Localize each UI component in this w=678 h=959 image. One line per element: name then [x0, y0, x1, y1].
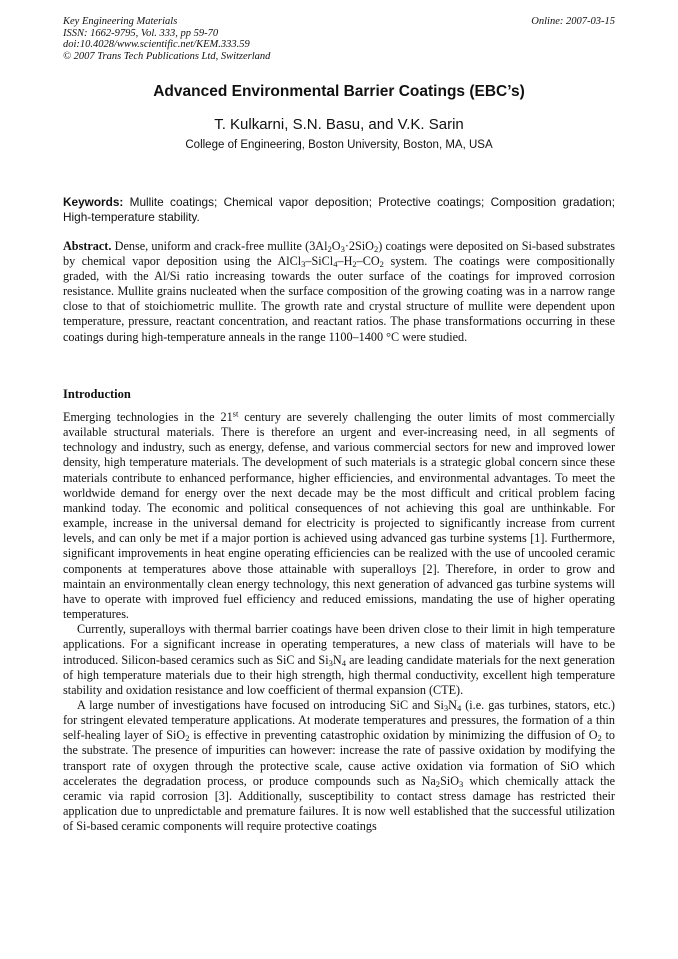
keywords-label: Keywords: — [63, 195, 124, 209]
subscript: 2 — [352, 259, 357, 270]
paragraph-text: to the substrate. The presence of impurities can however: increase the rate of passive oxidation by modifying the transport rate of oxygen through the protective scale, cause active oxidation via formation of SiO which accelerates the degradation process, or produce compounds such as Na — [63, 728, 615, 788]
paragraph-text: is effective in preventing catastrophic oxidation by minimizing the diffusion of O — [189, 728, 598, 743]
paragraph-text: are leading candidate materials for the next generation of high temperature materials due to their high strength, high thermal conductivity, excellent high temperature stability and oxidation resistance and low coefficient of thermal expansion (CTE). — [63, 652, 615, 697]
paragraph-text: N — [332, 652, 342, 667]
doi-line: doi:10.4028/www.scientific.net/KEM.333.59 — [63, 39, 250, 50]
subscript: 2 — [435, 778, 441, 789]
abstract-label: Abstract. — [63, 239, 112, 253]
abstract-text: –CO — [356, 254, 380, 269]
paragraph-text: (i.e. gas turbines, stators, etc.) for stringent elevated temperature applications. At moderate temperatures and pressures, the formation of a thin self-healing layer of SiO — [63, 697, 615, 743]
abstract-text: –SiCl — [305, 254, 334, 269]
subscript: 3 — [340, 244, 345, 255]
keywords-block — [63, 195, 615, 224]
subscript: 2 — [379, 259, 384, 270]
subscript: 3 — [328, 657, 333, 668]
abstract-text: Dense, uniform and crack-free mullite (3Al — [114, 239, 328, 253]
subscript: 2 — [373, 244, 379, 255]
paragraph-text: Currently, superalloys with thermal barrier coatings have been driven close to their limit in high temperature applications. For a significant increase in operating temperatures, a new class of materials will have to be introduced. Silicon-based ceramics such as SiC and Si — [63, 622, 615, 667]
abstract-text: –H — [337, 254, 353, 269]
subscript: 4 — [456, 703, 462, 714]
subscript: 3 — [301, 259, 306, 270]
subscript: 4 — [333, 259, 338, 270]
subscript: 3 — [459, 778, 464, 789]
subscript: 2 — [185, 733, 190, 744]
author-list: T. Kulkarni, S.N. Basu, and V.K. Sarin — [214, 116, 464, 133]
copyright-line: © 2007 Trans Tech Publications Ltd, Switzerland — [63, 50, 271, 62]
paragraph-text: SiO — [440, 773, 460, 788]
paragraph-3 — [63, 698, 615, 834]
paragraph-text: N — [448, 697, 457, 712]
paragraph-text: Emerging technologies in the 21 — [63, 410, 233, 424]
abstract-block — [63, 239, 615, 345]
subscript: 2 — [327, 244, 332, 255]
paper-title: Advanced Environmental Barrier Coatings (EBC’s) — [153, 83, 525, 100]
subscript: 2 — [597, 733, 602, 744]
paragraph-text: which chemically attack the ceramic via rapid corrosion [3]. Additionally, susceptibility to contact stress damage has restricted their application due to unpredictable and premature failures. It is now well established that the successful utilization of Si-based ceramic components will require protective coatings — [63, 773, 615, 834]
paragraph-1 — [63, 410, 615, 622]
issn-line: ISSN: 1662-9795, Vol. 333, pp 59-70 — [63, 27, 219, 39]
abstract-text: ·2SiO — [344, 239, 374, 253]
subscript: 3 — [443, 703, 449, 714]
journal-header — [63, 16, 615, 62]
paragraph-text: A large number of investigations have focused on introducing SiC and Si — [77, 697, 444, 712]
keywords-text: Mullite coatings; Chemical vapor deposition; Protective coatings; Composition gradation; High-temperature stability. — [63, 195, 615, 224]
affiliation: College of Engineering, Boston University, Boston, MA, USA — [185, 139, 493, 151]
section-heading-introduction: Introduction — [63, 387, 131, 401]
paragraph-text: century are severely challenging the outer limits of most commercially available structural materials. There is therefore an urgent and ever-increasing need, in all segments of technology and industry, such as energy, defense, and various commercial sectors for new and improved lower density, high temperature materials. The development of such materials is a strategic global concern since these materials contribute to enhanced performance, higher efficiencies, and environmental advantages. To meet the worldwide demand for energy over the next decade may be the most difficult and critical problem facing mankind today. The economic and political consequences of not achieving this goal are unthinkable. For example, increase in the universal demand for electricity is projected to significantly increase from current levels, and can only be met if a major portion is achieved using advanced gas turbine systems [1]. Furthermore, significant improvements in heat engine operating efficiencies can be realized with the use of uncooled ceramic components at temperatures above those attainable with superalloys [2]. Therefore, in order to grow and maintain an environmentally clean energy technology, this next generation of advanced gas turbine systems will have to operate with improved fuel efficiency and reduced emissions, mandating the use of higher operating temperatures. — [63, 410, 615, 622]
introduction-body — [63, 410, 615, 834]
journal-name: Key Engineering Materials — [63, 16, 178, 27]
abstract-text: O — [331, 239, 341, 253]
superscript: st — [232, 408, 239, 419]
abstract-text: system. The coatings were compositionally graded, with the Al/Si ratio increasing towards the outer surface of the coatings for improved corrosion resistance. Mullite grains nucleated when the surface composition of the growing coating was in a narrow range close to that of stoichiometric mullite. The growth rate and crystal structure of mullite were dependent upon temperature, pressure, reactant concentration, and reactant ratios. The phase transformations occurring in these coatings during high-temperature anneals in the range 1100–1400 °C were studied. — [63, 254, 615, 344]
abstract-text: ) coatings were deposited on Si-based substrates by chemical vapor deposition using the AlCl — [63, 239, 615, 269]
paragraph-2 — [63, 622, 615, 698]
subscript: 4 — [341, 657, 346, 668]
online-date: Online: 2007-03-15 — [531, 16, 615, 27]
